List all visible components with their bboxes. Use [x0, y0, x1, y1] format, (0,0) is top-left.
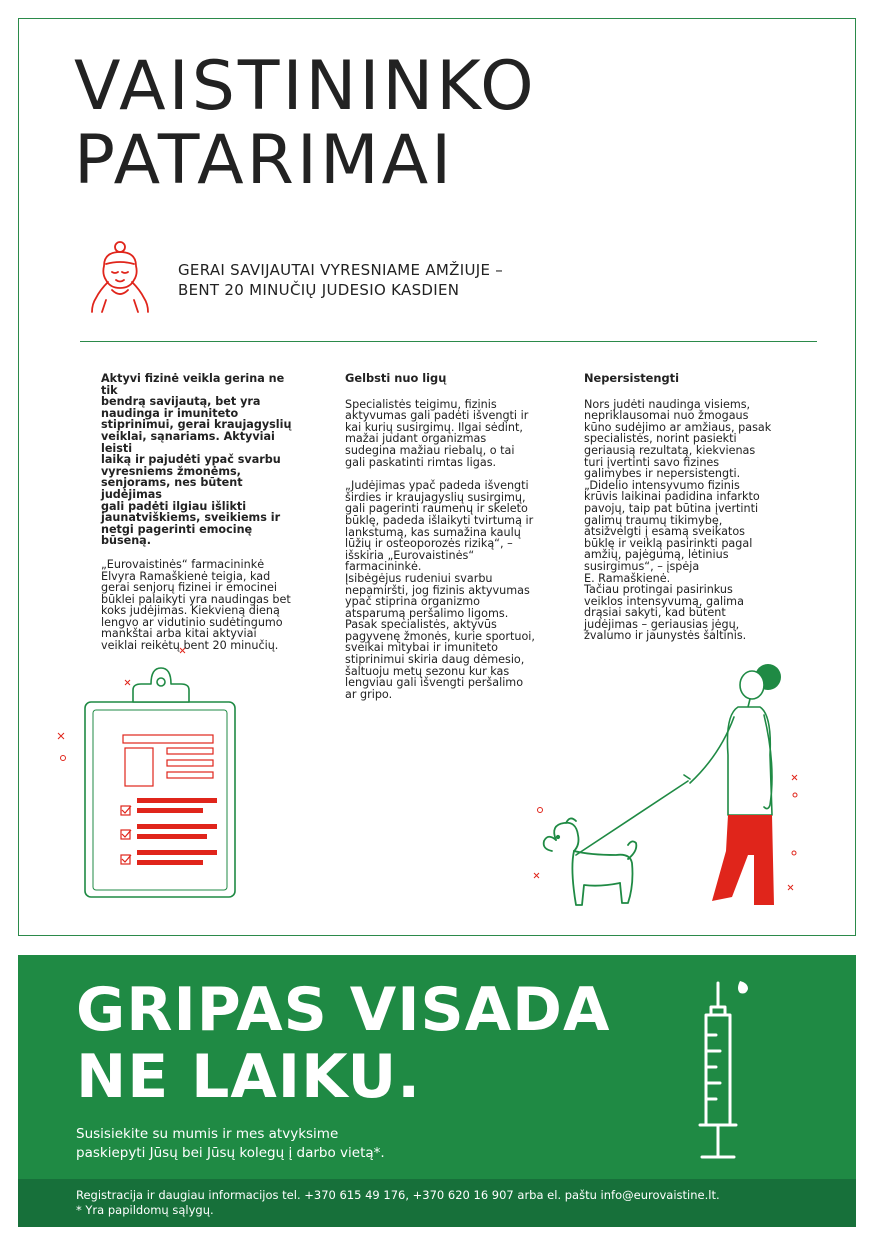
- lead-paragraph: Aktyvi fizinė veikla gerina ne tik bendrą savijautą, bet yra naudinga ir imuniteto stiprinimui, gerai kraujagyslių veiklai, sąnariams. Aktyviai leisti laiką ir pajudėti ypač svarbu vyresniems žmonėms, senjorams, nes būtent judėjimas gali padėti ilgiau išlikti jaunatviškiems, sveikiems ir netgi pagerinti emocinę būseną.: [101, 372, 292, 548]
- banner-title-line-2: NE LAIKU.: [76, 1042, 422, 1112]
- contact-footer: [18, 1179, 856, 1227]
- subtitle: [178, 260, 503, 300]
- section-heading: Nepersistengti: [584, 371, 680, 385]
- article-column-2: [345, 373, 545, 700]
- banner-title-line-1: GRIPAS VISADA: [76, 975, 611, 1045]
- syringe-icon: [678, 975, 778, 1175]
- elderly-woman-icon: [82, 238, 158, 314]
- body-paragraph: „Judėjimas ypač padeda išvengti širdies ir kraujagyslių susirgimų, gali pagerinti raumenų ir skeleto būklę, padeda išlaikyti tvirtumą ir lankstumą, kas sumažina kaulų lūžių ir osteoporozės riziką“, – išskiria „Eurovaistinės“ farmacininkė. Įsibėgėjus rudeniui svarbu nepamiršti, jog fizinis aktyvumas ypač stiprina organizmo atsparumą peršalimo ligoms. Pasak specialistės, aktyvūs pagyvenę žmonės, kurie sportuoi, sveikai mitybai ir imuniteto stiprinimui skiria daug dėmesio, šaltuoju metų sezonu kur kas lengviau gali išvengti peršalimo ar gripo.: [345, 479, 535, 701]
- section-divider: [80, 341, 817, 342]
- banner-text: [76, 1125, 385, 1163]
- title-line-1: VAISTININKO: [74, 47, 537, 126]
- article-column-1: [101, 373, 301, 652]
- banner-title: [76, 977, 610, 1111]
- section-heading: Gelbsti nuo ligų: [345, 371, 447, 385]
- banner-text-line-2: paskiepyti Jūsų bei Jūsų kolegų į darbo vietą*.: [76, 1145, 385, 1161]
- banner-text-line-1: Susisiekite su mumis ir mes atvyksime: [76, 1126, 339, 1142]
- promo-banner: [18, 955, 856, 1227]
- body-paragraph: Nors judėti naudinga visiems, nepriklausomai nuo žmogaus kūno sudėjimo ar amžiaus, pasak specialistės, norint pasiekti geriausią rezultatą, kiekvienas turi įvertinti savo fizines galimybes ir nepersistengti. „Didelio intensyvumo fizinis krūvis laikinai padidina infarkto pavojų, taip pat būtina įvertinti galimų traumų tikimybę, atsižvelgti į esamą sveikatos būklę ir veiklą pasirinkti pagal amžių, pajėgumą, lėtinius susirgimus“, – įspėja E. Ramaškienė. Tačiau protingai pasirinkus veiklos intensyvumą, galima drąsiai sakyti, kad būtent judėjimas – geriausias jėgų, žvalumo ir jaunystės šaltinis.: [584, 397, 772, 643]
- footer-disclaimer: * Yra papildomų sąlygų.: [76, 1203, 214, 1217]
- article-column-3: [584, 373, 784, 642]
- clipboard-checklist-icon: [55, 640, 255, 905]
- title-line-2: PATARIMAI: [74, 121, 455, 200]
- footer-contact-line: Registracija ir daugiau informacijos tel. +370 615 49 176, +370 620 16 907 arba el. paštu info@eurovaistine.lt.: [76, 1188, 720, 1202]
- subtitle-line-1: GERAI SAVIJAUTAI VYRESNIAME AMŽIUJE –: [178, 261, 504, 279]
- page-title: [74, 47, 537, 200]
- body-paragraph: „Eurovaistinės“ farmacininkė Elvyra Ramaškienė teigia, kad gerai senjorų fizinei ir emocinei būklei palaikyti yra naudingas bet koks judėjimas. Kiekvieną dieną lengvo ar vidutinio sudėtingumo mankštai arba kitai aktyviai veiklai reikėtų bent 20 minučių.: [101, 557, 291, 653]
- subtitle-line-2: BENT 20 MINUČIŲ JUDESIO KASDIEN: [178, 281, 460, 299]
- woman-walking-dog-icon: [520, 655, 810, 910]
- body-paragraph: Specialistės teigimu, fizinis aktyvumas gali padėti išvengti ir kai kurių susirgimų. Ilgai sėdint, mažai judant organizmas sudegina mažiau riebalų, o tai gali paskatinti rimtas ligas.: [345, 397, 529, 469]
